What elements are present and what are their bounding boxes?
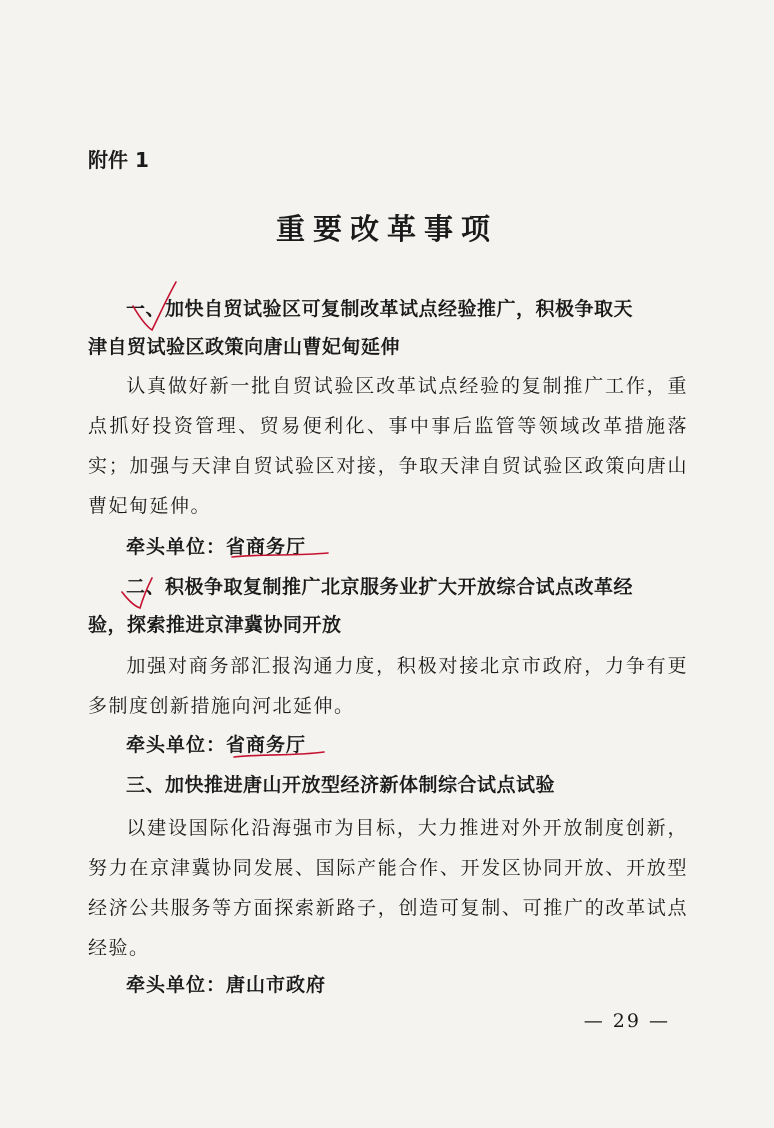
section-2-body [88,646,688,726]
section-1-lead [126,528,306,566]
section-1-heading [88,290,688,366]
section-2-body-text: 加强对商务部汇报沟通力度，积极对接北京市政府，力争有更多制度创新措施向河北延伸。 [88,655,688,717]
page-title: 重要改革事项 [275,212,498,246]
lead-label: 牵头单位： [126,536,227,558]
lead-label: 牵头单位： [126,974,227,996]
section-3-heading [88,766,688,804]
lead-value: 唐山市政府 [226,974,327,996]
section-3-body [88,808,688,968]
page-number: — 29 — [583,1010,670,1032]
section-2-heading-line2: 验，探索推进京津冀协同开放 [88,614,342,636]
section-2-lead [126,726,306,764]
lead-value: 省商务厅 [226,734,307,756]
section-1-heading-line1: 一、加快自贸试验区可复制改革试点经验推广，积极争取天 [126,298,634,320]
lead-label: 牵头单位： [126,734,227,756]
section-1-body [88,366,688,526]
lead-value: 省商务厅 [226,536,307,558]
section-3-heading-line1: 三、加快推进唐山开放型经济新体制综合试点试验 [126,774,556,796]
section-1-heading-line2: 津自贸试验区政策向唐山曹妃甸延伸 [88,336,401,358]
section-3-body-text: 以建设国际化沿海强市为目标，大力推进对外开放制度创新，努力在京津冀协同发展、国际产能合作、开发区协同开放、开放型经济公共服务等方面探索新路子，创造可复制、可推广的改革试点经验。 [88,817,688,959]
section-2-heading-line1: 二、积极争取复制推广北京服务业扩大开放综合试点改革经 [126,576,634,598]
attachment-label: 附件 1 [88,148,149,172]
section-3-lead [126,966,326,1004]
section-2-heading [88,568,688,644]
section-1-body-text: 认真做好新一批自贸试验区改革试点经验的复制推广工作，重点抓好投资管理、贸易便利化、事中事后监管等领域改革措施落实；加强与天津自贸试验区对接，争取天津自贸试验区政策向唐山曹妃甸延伸。 [88,375,688,517]
